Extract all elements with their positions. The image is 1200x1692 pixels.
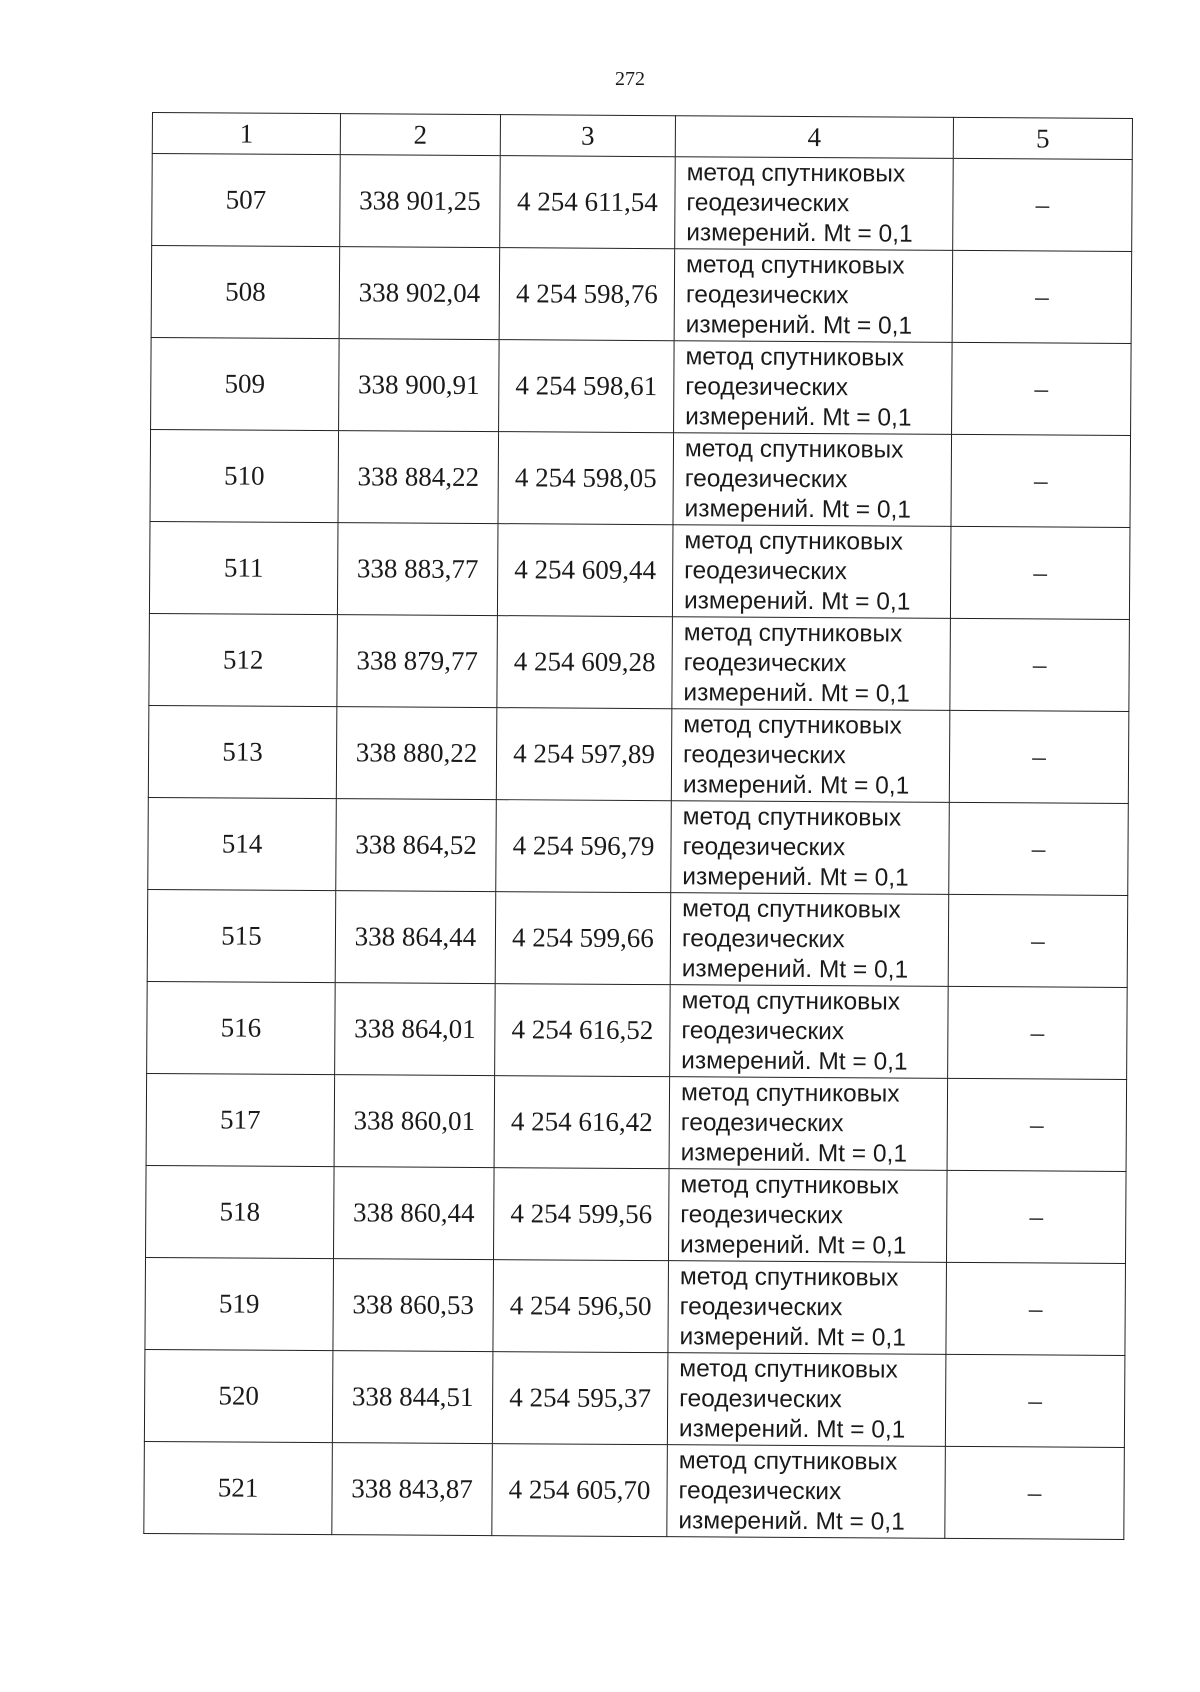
method-text-line: геодезических [684, 464, 848, 493]
table-body [144, 154, 1132, 1540]
y-coordinate-cell: 4 254 598,76 [499, 248, 675, 341]
method-text-line: измерений. Mt = 0,1 [686, 218, 913, 248]
method-text-line: геодезических [683, 648, 847, 677]
y-coordinate-cell: 4 254 616,42 [494, 1076, 670, 1169]
x-coordinate-cell: 338 860,53 [333, 1259, 494, 1352]
method-text-line: геодезических [681, 1016, 845, 1045]
y-coordinate-cell: 4 254 609,28 [497, 616, 673, 709]
y-coordinate-cell: 4 254 596,79 [496, 800, 672, 893]
method-cell [674, 341, 953, 435]
y-coordinate-cell: 4 254 599,66 [495, 892, 671, 985]
table-row [146, 1165, 1127, 1263]
note-cell: – [950, 618, 1130, 711]
table-row [151, 337, 1132, 435]
note-cell: – [947, 1078, 1127, 1171]
method-text-line: измерений. Mt = 0,1 [682, 770, 910, 800]
y-coordinate-cell: 4 254 616,52 [495, 984, 671, 1077]
point-number-cell: 521 [144, 1441, 333, 1534]
x-coordinate-cell: 338 860,01 [334, 1075, 495, 1168]
method-cell [674, 249, 953, 343]
x-coordinate-cell: 338 844,51 [332, 1351, 493, 1444]
note-cell: – [948, 986, 1128, 1079]
method-text-line: измерений. Mt = 0,1 [680, 1230, 907, 1260]
column-header-1: 1 [152, 113, 340, 155]
x-coordinate-cell: 338 901,25 [340, 155, 501, 248]
table-row [151, 246, 1132, 344]
method-text-line: измерений. Mt = 0,1 [681, 1046, 908, 1076]
x-coordinate-cell: 338 843,87 [332, 1443, 493, 1536]
method-text-line: геодезических [679, 1384, 842, 1413]
method-cell [669, 1077, 948, 1171]
x-coordinate-cell: 338 884,22 [338, 431, 499, 524]
method-cell [673, 433, 952, 527]
table-row [145, 1257, 1126, 1355]
y-coordinate-cell: 4 254 599,56 [493, 1168, 669, 1261]
y-coordinate-cell: 4 254 598,61 [499, 340, 675, 433]
method-text-line: метод спутниковых [686, 158, 906, 188]
note-cell: – [952, 250, 1132, 343]
note-cell: – [949, 802, 1129, 895]
method-text-line: метод спутниковых [682, 802, 902, 832]
point-number-cell: 516 [147, 981, 336, 1074]
x-coordinate-cell: 338 860,44 [333, 1167, 494, 1260]
table-row [147, 981, 1128, 1079]
method-text-line: геодезических [683, 740, 846, 769]
method-text-line: метод спутниковых [679, 1262, 899, 1292]
method-text-line: измерений. Mt = 0,1 [684, 494, 912, 524]
method-text-line: измерений. Mt = 0,1 [685, 310, 913, 340]
method-text-line: геодезических [678, 1476, 842, 1505]
method-text-line: метод спутниковых [682, 894, 901, 924]
x-coordinate-cell: 338 883,77 [337, 523, 498, 616]
method-text-line: измерений. Mt = 0,1 [680, 1138, 908, 1168]
point-number-cell: 510 [150, 429, 339, 522]
note-cell: – [945, 1446, 1125, 1539]
table-row [149, 613, 1130, 711]
table-row [152, 154, 1133, 252]
note-cell: – [952, 342, 1132, 435]
note-cell: – [945, 1354, 1125, 1447]
note-cell: – [950, 526, 1130, 619]
x-coordinate-cell: 338 864,01 [335, 983, 496, 1076]
column-header-3: 3 [500, 115, 675, 157]
method-text-line: измерений. Mt = 0,1 [678, 1414, 906, 1444]
y-coordinate-cell: 4 254 597,89 [496, 708, 672, 801]
method-cell [671, 709, 950, 803]
note-cell: – [951, 434, 1131, 527]
page-number: 272 [615, 68, 645, 90]
point-number-cell: 513 [148, 705, 337, 798]
point-number-cell: 514 [148, 797, 337, 890]
method-text-line: геодезических [686, 188, 850, 217]
method-cell [667, 1353, 946, 1447]
point-number-cell: 508 [151, 246, 340, 339]
method-text-line: геодезических [684, 556, 848, 585]
method-text-line: геодезических [680, 1108, 844, 1137]
method-cell [672, 525, 951, 619]
method-text-line: метод спутниковых [684, 526, 903, 556]
method-cell [675, 157, 954, 251]
table-row [150, 429, 1131, 527]
method-text-line: измерений. Mt = 0,1 [678, 1506, 905, 1536]
method-text-line: метод спутниковых [683, 710, 902, 740]
table-row [144, 1441, 1125, 1539]
method-cell [671, 801, 950, 895]
method-text-line: метод спутниковых [680, 1170, 900, 1200]
point-number-cell: 511 [149, 521, 338, 614]
method-cell [668, 1261, 947, 1355]
method-text-line: геодезических [679, 1292, 843, 1321]
point-number-cell: 512 [149, 613, 338, 706]
method-text-line: геодезических [682, 832, 846, 861]
y-coordinate-cell: 4 254 609,44 [497, 524, 673, 617]
method-text-line: геодезических [685, 280, 849, 309]
column-header-2: 2 [340, 114, 500, 156]
point-number-cell: 507 [152, 154, 341, 247]
method-cell [670, 893, 949, 987]
method-text-line: метод спутниковых [680, 1078, 900, 1108]
point-number-cell: 518 [146, 1165, 335, 1258]
method-text-line: измерений. Mt = 0,1 [683, 678, 910, 708]
point-number-cell: 520 [144, 1349, 333, 1442]
table-row [146, 1073, 1127, 1171]
method-cell [672, 617, 951, 711]
x-coordinate-cell: 338 864,52 [336, 799, 497, 892]
coordinates-table [143, 112, 1133, 1540]
y-coordinate-cell: 4 254 598,05 [498, 432, 674, 525]
note-cell: – [946, 1262, 1126, 1355]
x-coordinate-cell: 338 864,44 [335, 891, 496, 984]
method-cell [670, 985, 949, 1079]
method-text-line: метод спутниковых [681, 986, 901, 1016]
method-text-line: геодезических [681, 924, 845, 953]
method-text-line: геодезических [685, 372, 849, 401]
note-cell: – [948, 894, 1128, 987]
method-text-line: геодезических [680, 1200, 844, 1229]
y-coordinate-cell: 4 254 605,70 [492, 1444, 668, 1537]
method-cell [667, 1445, 946, 1539]
method-text-line: метод спутниковых [685, 342, 905, 372]
table-row [149, 521, 1130, 619]
point-number-cell: 519 [145, 1257, 334, 1350]
x-coordinate-cell: 338 900,91 [339, 339, 500, 432]
table-row [148, 705, 1129, 803]
y-coordinate-cell: 4 254 595,37 [492, 1352, 668, 1445]
method-text-line: измерений. Mt = 0,1 [679, 1322, 906, 1352]
note-cell: – [949, 710, 1129, 803]
column-header-5: 5 [953, 117, 1132, 159]
method-text-line: метод спутниковых [685, 250, 905, 280]
table-header-row [152, 113, 1132, 160]
method-text-line: измерений. Mt = 0,1 [683, 586, 911, 616]
method-text-line: метод спутниковых [679, 1354, 898, 1384]
point-number-cell: 515 [147, 889, 336, 982]
note-cell: – [946, 1170, 1126, 1263]
x-coordinate-cell: 338 880,22 [336, 707, 497, 800]
method-text-line: измерений. Mt = 0,1 [681, 954, 909, 984]
y-coordinate-cell: 4 254 596,50 [493, 1260, 669, 1353]
x-coordinate-cell: 338 902,04 [339, 247, 500, 340]
point-number-cell: 517 [146, 1073, 335, 1166]
method-text-line: измерений. Mt = 0,1 [685, 402, 912, 432]
method-text-line: метод спутниковых [678, 1446, 898, 1476]
method-text-line: метод спутниковых [683, 618, 903, 648]
table-row [147, 889, 1128, 987]
method-text-line: метод спутниковых [684, 434, 904, 464]
note-cell: – [953, 158, 1133, 251]
method-cell [668, 1169, 947, 1263]
y-coordinate-cell: 4 254 611,54 [500, 156, 676, 249]
method-text-line: измерений. Mt = 0,1 [682, 862, 909, 892]
x-coordinate-cell: 338 879,77 [337, 615, 498, 708]
column-header-4: 4 [675, 116, 953, 159]
point-number-cell: 509 [151, 337, 340, 430]
table-row [144, 1349, 1125, 1447]
table-row [148, 797, 1129, 895]
